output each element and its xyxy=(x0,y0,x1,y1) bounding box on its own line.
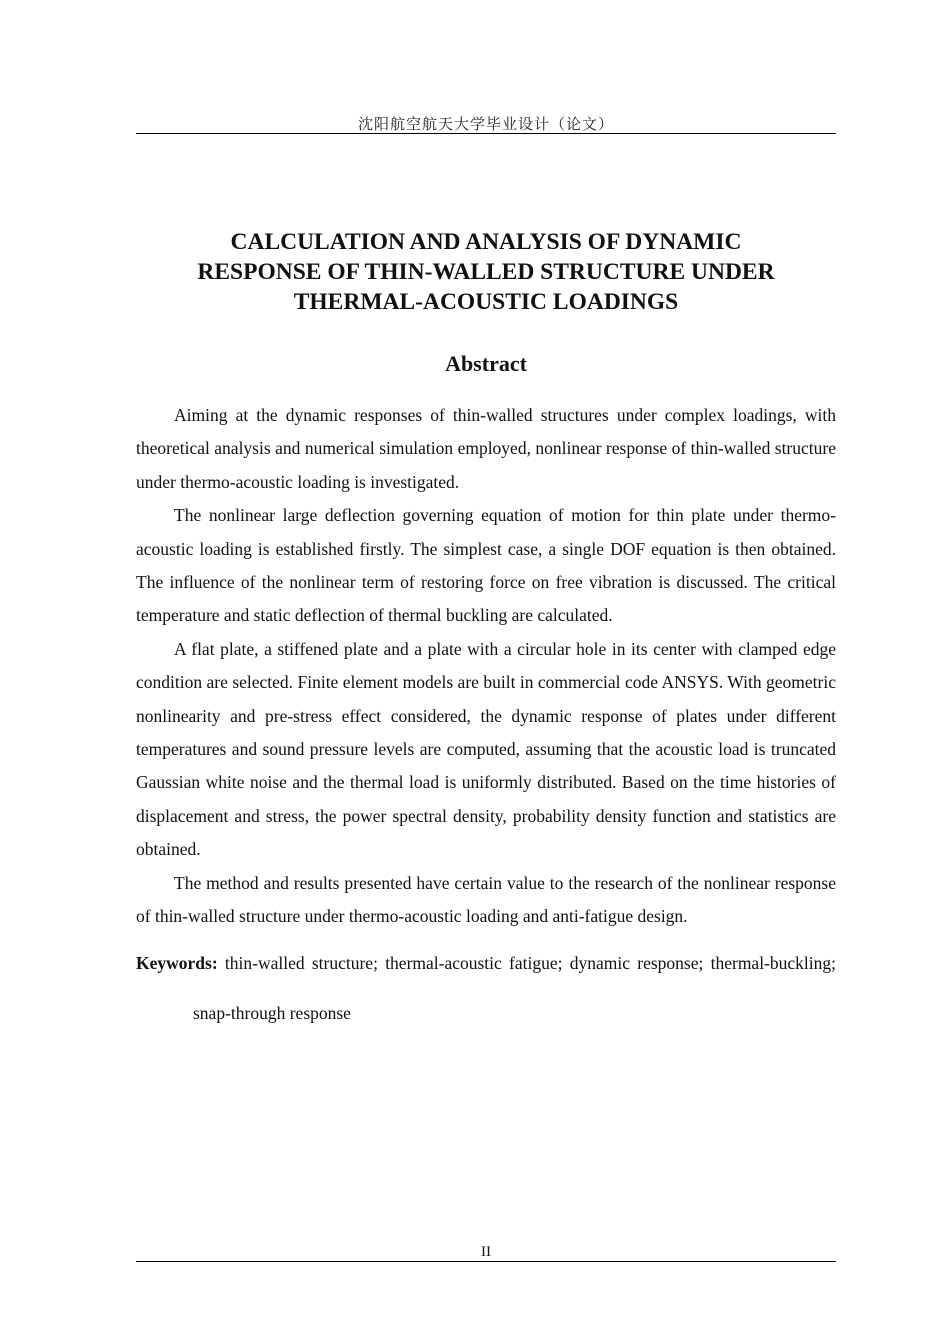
keywords-label: Keywords: xyxy=(136,953,218,973)
abstract-heading: Abstract xyxy=(445,351,527,376)
header-rule xyxy=(136,133,836,134)
abstract-body xyxy=(136,399,836,934)
title-line-1: CALCULATION AND ANALYSIS OF DYNAMIC xyxy=(230,229,742,255)
thesis-title xyxy=(136,227,836,317)
title-line-2: RESPONSE OF THIN-WALLED STRUCTURE UNDER xyxy=(197,259,775,285)
keywords xyxy=(136,938,836,1038)
keywords-text: thin-walled structure; thermal-acoustic fatigue; dynamic response; thermal-buckling; snap-through response xyxy=(193,953,836,1023)
page-number: II xyxy=(481,1244,491,1260)
abstract-paragraph-3: A flat plate, a stiffened plate and a plate with a circular hole in its center with clamped edge condition are selected. Finite element models are built in commercial code ANSYS. With geometric nonlinearity and pre-stress effect considered, the dynamic response of plates under different temperatures and sound pressure levels are computed, assuming that the acoustic load is truncated Gaussian white noise and the thermal load is uniformly distributed. Based on the time histories of displacement and stress, the power spectral density, probability density function and statistics are obtained. xyxy=(136,638,836,860)
abstract-paragraph-1: Aiming at the dynamic responses of thin-walled structures under complex loadings, with theoretical analysis and numerical simulation employed, nonlinear response of thin-walled structure under thermo-acoustic loading is investigated. xyxy=(136,405,836,492)
title-line-3: THERMAL-ACOUSTIC LOADINGS xyxy=(293,289,679,315)
footer-rule xyxy=(136,1261,836,1262)
abstract-paragraph-2: The nonlinear large deflection governing equation of motion for thin plate under thermo-acoustic loading is established firstly. The simplest case, a single DOF equation is then obtained. The influence of the nonlinear term of restoring force on free vibration is discussed. The critical temperature and static deflection of thermal buckling are calculated. xyxy=(136,505,836,626)
running-header: 沈阳航空航天大学毕业设计（论文） xyxy=(357,115,614,133)
abstract-paragraph-4: The method and results presented have certain value to the research of the nonlinear response of thin-walled structure under thermo-acoustic loading and anti-fatigue design. xyxy=(136,872,836,927)
